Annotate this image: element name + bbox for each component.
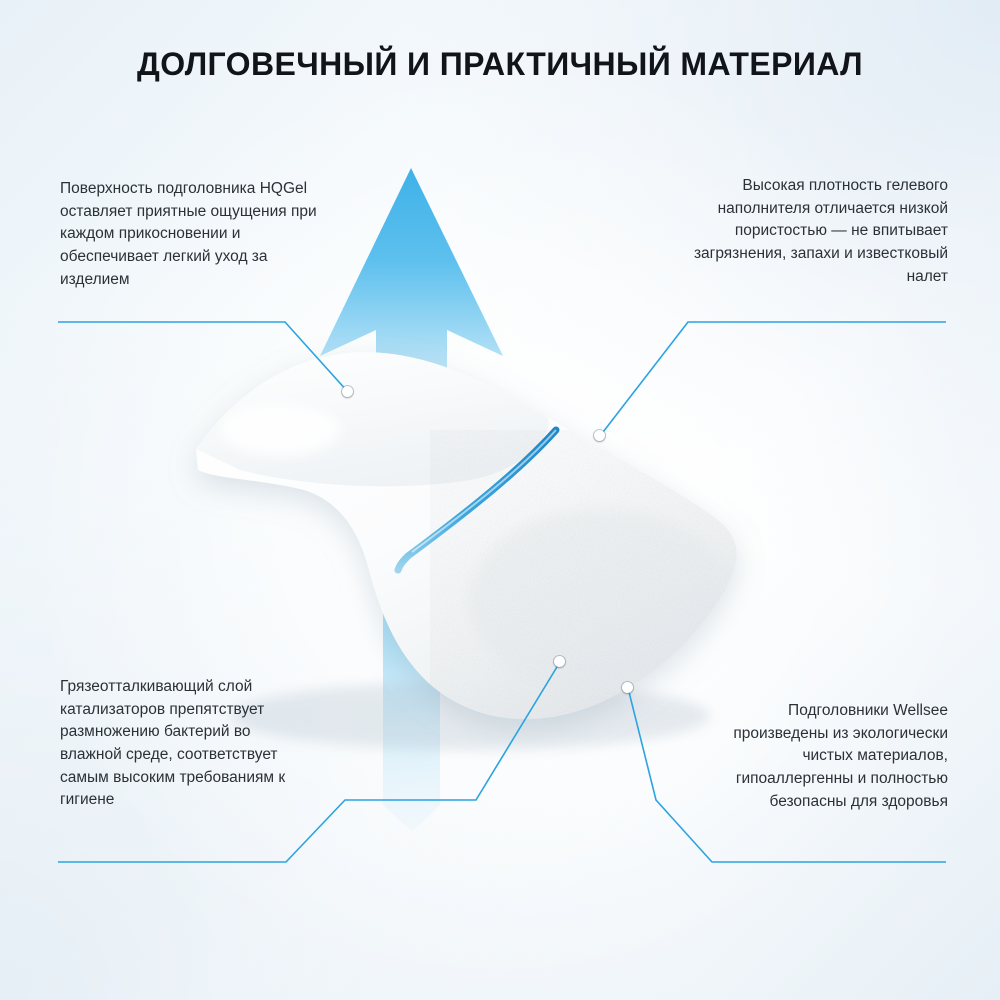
callout-marker-dot (554, 656, 565, 667)
callout-text-top-right: Высокая плотность гелевого наполнителя отличается низкой пористостью — не впитывает загрязнения, запахи и известковый налет (693, 177, 948, 285)
callout-text-top-left: Поверхность подголовника HQGel оставляет приятные ощущения при каждом прикосновении и обеспечивает легкий уход за изделием (60, 180, 317, 288)
callout-text-bottom-right: Подголовники Wellsee произведены из экологически чистых материалов, гипоаллергенны и полностью безопасны для здоровья (733, 702, 948, 810)
callout-text-bottom-left: Грязеотталкивающий слой катализаторов препятствует размножению бактерий во влажной среде, соответствует самым высоким требованиям к гигиене (60, 678, 286, 809)
page-title: ДОЛГОВЕЧНЫЙ И ПРАКТИЧНЫЙ МАТЕРИАЛ (137, 46, 863, 82)
leader-line-top-right (600, 322, 946, 436)
callout-marker-dot (622, 682, 633, 693)
leader-line-top-left (58, 322, 348, 392)
callout-marker-dot (342, 386, 353, 397)
callout-marker-dot (594, 430, 605, 441)
